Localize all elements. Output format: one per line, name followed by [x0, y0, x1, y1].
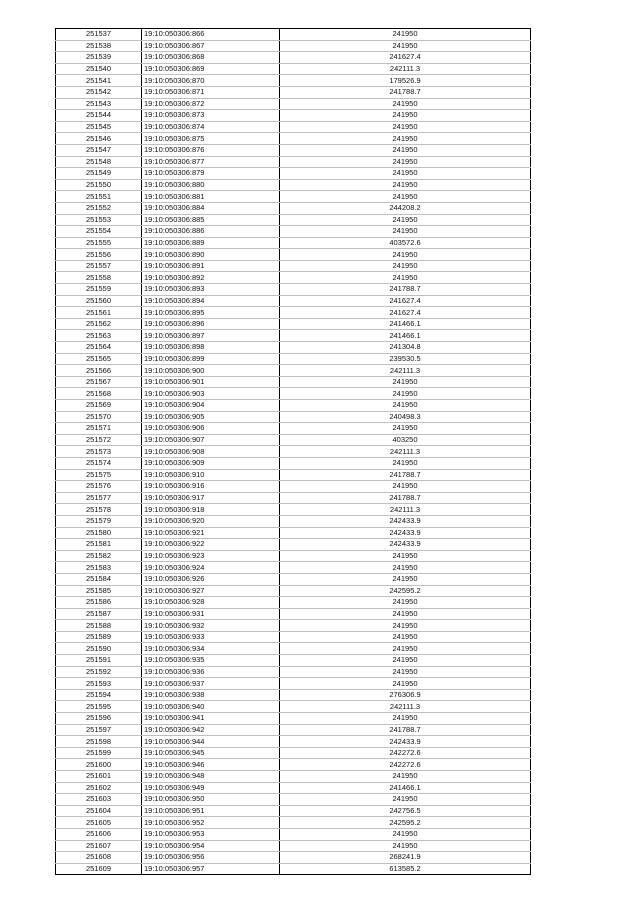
value-cell: 242111.3: [280, 63, 531, 75]
cadastral-number-cell: 19:10:050306:952: [142, 817, 280, 829]
row-number-cell: 251548: [56, 156, 142, 168]
value-cell: 241950: [280, 620, 531, 632]
row-number-cell: 251593: [56, 678, 142, 690]
cadastral-number-cell: 19:10:050306:893: [142, 284, 280, 296]
cadastral-number-cell: 19:10:050306:900: [142, 365, 280, 377]
cadastral-number-cell: 19:10:050306:874: [142, 121, 280, 133]
cadastral-number-cell: 19:10:050306:941: [142, 713, 280, 725]
value-cell: 241627.4: [280, 295, 531, 307]
table-row: [56, 400, 531, 412]
table-row: [56, 411, 531, 423]
row-number-cell: 251554: [56, 226, 142, 238]
table-row: [56, 121, 531, 133]
table-row: [56, 840, 531, 852]
value-cell: 242111.3: [280, 446, 531, 458]
value-cell: 179526.9: [280, 75, 531, 87]
table-row: [56, 52, 531, 64]
value-cell: 242433.9: [280, 527, 531, 539]
value-cell: 403572.6: [280, 237, 531, 249]
cadastral-number-cell: 19:10:050306:909: [142, 457, 280, 469]
row-number-cell: 251595: [56, 701, 142, 713]
table-row: [56, 794, 531, 806]
row-number-cell: 251538: [56, 40, 142, 52]
row-number-cell: 251582: [56, 550, 142, 562]
row-number-cell: 251545: [56, 121, 142, 133]
row-number-cell: 251571: [56, 423, 142, 435]
row-number-cell: 251608: [56, 852, 142, 864]
table-row: [56, 40, 531, 52]
table-row: [56, 585, 531, 597]
value-cell: 241466.1: [280, 318, 531, 330]
table-row: [56, 666, 531, 678]
row-number-cell: 251606: [56, 828, 142, 840]
value-cell: 241788.7: [280, 469, 531, 481]
row-number-cell: 251559: [56, 284, 142, 296]
row-number-cell: 251549: [56, 168, 142, 180]
table-row: [56, 284, 531, 296]
table-row: [56, 701, 531, 713]
table-row: [56, 759, 531, 771]
row-number-cell: 251577: [56, 492, 142, 504]
value-cell: 241950: [280, 29, 531, 41]
value-cell: 241950: [280, 423, 531, 435]
value-cell: 276306.9: [280, 689, 531, 701]
row-number-cell: 251547: [56, 144, 142, 156]
cadastral-number-cell: 19:10:050306:922: [142, 539, 280, 551]
row-number-cell: 251594: [56, 689, 142, 701]
table-row: [56, 330, 531, 342]
cadastral-number-cell: 19:10:050306:894: [142, 295, 280, 307]
cadastral-number-cell: 19:10:050306:935: [142, 655, 280, 667]
row-number-cell: 251576: [56, 481, 142, 493]
table-row: [56, 446, 531, 458]
table-row: [56, 342, 531, 354]
value-cell: 241788.7: [280, 724, 531, 736]
row-number-cell: 251605: [56, 817, 142, 829]
row-number-cell: 251596: [56, 713, 142, 725]
cadastral-number-cell: 19:10:050306:870: [142, 75, 280, 87]
table-row: [56, 597, 531, 609]
row-number-cell: 251574: [56, 457, 142, 469]
value-cell: 242111.3: [280, 365, 531, 377]
cadastral-number-cell: 19:10:050306:905: [142, 411, 280, 423]
value-cell: 241950: [280, 376, 531, 388]
row-number-cell: 251609: [56, 863, 142, 875]
row-number-cell: 251560: [56, 295, 142, 307]
cadastral-number-cell: 19:10:050306:891: [142, 260, 280, 272]
row-number-cell: 251600: [56, 759, 142, 771]
row-number-cell: 251565: [56, 353, 142, 365]
cadastral-number-cell: 19:10:050306:949: [142, 782, 280, 794]
cadastral-number-cell: 19:10:050306:880: [142, 179, 280, 191]
cadastral-number-cell: 19:10:050306:869: [142, 63, 280, 75]
table-row: [56, 376, 531, 388]
row-number-cell: 251552: [56, 202, 142, 214]
row-number-cell: 251587: [56, 608, 142, 620]
table-row: [56, 191, 531, 203]
cadastral-number-cell: 19:10:050306:879: [142, 168, 280, 180]
row-number-cell: 251607: [56, 840, 142, 852]
table-row: [56, 805, 531, 817]
table-row: [56, 573, 531, 585]
value-cell: 242111.3: [280, 701, 531, 713]
cadastral-number-cell: 19:10:050306:940: [142, 701, 280, 713]
table-row: [56, 457, 531, 469]
value-cell: 241950: [280, 828, 531, 840]
cadastral-number-cell: 19:10:050306:876: [142, 144, 280, 156]
value-cell: 241950: [280, 260, 531, 272]
row-number-cell: 251584: [56, 573, 142, 585]
table-row: [56, 353, 531, 365]
row-number-cell: 251585: [56, 585, 142, 597]
table-row: [56, 562, 531, 574]
table-row: [56, 782, 531, 794]
value-cell: 241950: [280, 156, 531, 168]
row-number-cell: 251589: [56, 631, 142, 643]
value-cell: 241950: [280, 98, 531, 110]
cadastral-number-cell: 19:10:050306:953: [142, 828, 280, 840]
value-cell: 241950: [280, 631, 531, 643]
row-number-cell: 251581: [56, 539, 142, 551]
cadastral-number-cell: 19:10:050306:926: [142, 573, 280, 585]
row-number-cell: 251556: [56, 249, 142, 261]
cadastral-number-cell: 19:10:050306:877: [142, 156, 280, 168]
cadastral-number-cell: 19:10:050306:938: [142, 689, 280, 701]
value-cell: 241950: [280, 179, 531, 191]
value-cell: 241950: [280, 40, 531, 52]
row-number-cell: 251592: [56, 666, 142, 678]
table-row: [56, 226, 531, 238]
row-number-cell: 251541: [56, 75, 142, 87]
value-cell: 241788.7: [280, 86, 531, 98]
table-row: [56, 515, 531, 527]
cadastral-number-cell: 19:10:050306:866: [142, 29, 280, 41]
row-number-cell: 251544: [56, 110, 142, 122]
table-row: [56, 504, 531, 516]
table-row: [56, 608, 531, 620]
value-cell: 241950: [280, 457, 531, 469]
row-number-cell: 251555: [56, 237, 142, 249]
row-number-cell: 251542: [56, 86, 142, 98]
row-number-cell: 251569: [56, 400, 142, 412]
table-row: [56, 63, 531, 75]
row-number-cell: 251580: [56, 527, 142, 539]
table-row: [56, 492, 531, 504]
table-row: [56, 29, 531, 41]
value-cell: 239530.5: [280, 353, 531, 365]
row-number-cell: 251583: [56, 562, 142, 574]
cadastral-number-cell: 19:10:050306:921: [142, 527, 280, 539]
value-cell: 241950: [280, 110, 531, 122]
row-number-cell: 251575: [56, 469, 142, 481]
row-number-cell: 251570: [56, 411, 142, 423]
cadastral-number-cell: 19:10:050306:889: [142, 237, 280, 249]
cadastral-number-cell: 19:10:050306:886: [142, 226, 280, 238]
table-row: [56, 771, 531, 783]
cadastral-number-cell: 19:10:050306:884: [142, 202, 280, 214]
value-cell: 241950: [280, 550, 531, 562]
value-cell: 242756.5: [280, 805, 531, 817]
data-table: [55, 28, 531, 875]
table-row: [56, 295, 531, 307]
cadastral-number-cell: 19:10:050306:956: [142, 852, 280, 864]
table-row: [56, 237, 531, 249]
cadastral-number-cell: 19:10:050306:948: [142, 771, 280, 783]
value-cell: 240498.3: [280, 411, 531, 423]
value-cell: 268241.9: [280, 852, 531, 864]
table-row: [56, 469, 531, 481]
cadastral-number-cell: 19:10:050306:910: [142, 469, 280, 481]
value-cell: 241950: [280, 562, 531, 574]
row-number-cell: 251602: [56, 782, 142, 794]
row-number-cell: 251546: [56, 133, 142, 145]
row-number-cell: 251562: [56, 318, 142, 330]
row-number-cell: 251539: [56, 52, 142, 64]
value-cell: 241950: [280, 388, 531, 400]
cadastral-number-cell: 19:10:050306:954: [142, 840, 280, 852]
cadastral-number-cell: 19:10:050306:934: [142, 643, 280, 655]
value-cell: 244208.2: [280, 202, 531, 214]
table-row: [56, 307, 531, 319]
row-number-cell: 251586: [56, 597, 142, 609]
table-row: [56, 643, 531, 655]
cadastral-number-cell: 19:10:050306:885: [142, 214, 280, 226]
value-cell: 242433.9: [280, 515, 531, 527]
cadastral-number-cell: 19:10:050306:937: [142, 678, 280, 690]
row-number-cell: 251572: [56, 434, 142, 446]
value-cell: 241950: [280, 840, 531, 852]
cadastral-number-cell: 19:10:050306:918: [142, 504, 280, 516]
value-cell: 241950: [280, 573, 531, 585]
table-row: [56, 550, 531, 562]
cadastral-number-cell: 19:10:050306:872: [142, 98, 280, 110]
value-cell: 241627.4: [280, 307, 531, 319]
value-cell: 242595.2: [280, 585, 531, 597]
row-number-cell: 251588: [56, 620, 142, 632]
value-cell: 241950: [280, 643, 531, 655]
row-number-cell: 251558: [56, 272, 142, 284]
cadastral-number-cell: 19:10:050306:908: [142, 446, 280, 458]
value-cell: 241788.7: [280, 492, 531, 504]
value-cell: 241950: [280, 168, 531, 180]
table-row: [56, 678, 531, 690]
value-cell: 241950: [280, 191, 531, 203]
value-cell: 241950: [280, 678, 531, 690]
value-cell: 241950: [280, 794, 531, 806]
table-row: [56, 620, 531, 632]
value-cell: 241950: [280, 400, 531, 412]
table-row: [56, 86, 531, 98]
cadastral-number-cell: 19:10:050306:928: [142, 597, 280, 609]
cadastral-number-cell: 19:10:050306:898: [142, 342, 280, 354]
row-number-cell: 251568: [56, 388, 142, 400]
table-row: [56, 214, 531, 226]
value-cell: 241950: [280, 713, 531, 725]
value-cell: 241950: [280, 144, 531, 156]
table-row: [56, 144, 531, 156]
table-row: [56, 434, 531, 446]
table-row: [56, 260, 531, 272]
value-cell: 241950: [280, 133, 531, 145]
table-row: [56, 388, 531, 400]
row-number-cell: 251557: [56, 260, 142, 272]
cadastral-number-cell: 19:10:050306:924: [142, 562, 280, 574]
row-number-cell: 251543: [56, 98, 142, 110]
cadastral-number-cell: 19:10:050306:875: [142, 133, 280, 145]
row-number-cell: 251603: [56, 794, 142, 806]
row-number-cell: 251537: [56, 29, 142, 41]
table-row: [56, 156, 531, 168]
table-row: [56, 817, 531, 829]
cadastral-number-cell: 19:10:050306:901: [142, 376, 280, 388]
row-number-cell: 251553: [56, 214, 142, 226]
cadastral-number-cell: 19:10:050306:892: [142, 272, 280, 284]
cadastral-number-cell: 19:10:050306:951: [142, 805, 280, 817]
value-cell: 241466.1: [280, 782, 531, 794]
row-number-cell: 251567: [56, 376, 142, 388]
cadastral-number-cell: 19:10:050306:899: [142, 353, 280, 365]
row-number-cell: 251564: [56, 342, 142, 354]
cadastral-number-cell: 19:10:050306:867: [142, 40, 280, 52]
table-row: [56, 655, 531, 667]
row-number-cell: 251573: [56, 446, 142, 458]
row-number-cell: 251599: [56, 747, 142, 759]
row-number-cell: 251566: [56, 365, 142, 377]
table-row: [56, 724, 531, 736]
value-cell: 242595.2: [280, 817, 531, 829]
table-row: [56, 481, 531, 493]
cadastral-number-cell: 19:10:050306:907: [142, 434, 280, 446]
value-cell: 241950: [280, 597, 531, 609]
cadastral-number-cell: 19:10:050306:933: [142, 631, 280, 643]
value-cell: 241627.4: [280, 52, 531, 64]
value-cell: 241788.7: [280, 284, 531, 296]
cadastral-number-cell: 19:10:050306:957: [142, 863, 280, 875]
cadastral-number-cell: 19:10:050306:873: [142, 110, 280, 122]
table-body: [56, 29, 531, 875]
table-row: [56, 318, 531, 330]
table-row: [56, 863, 531, 875]
cadastral-number-cell: 19:10:050306:916: [142, 481, 280, 493]
cadastral-number-cell: 19:10:050306:890: [142, 249, 280, 261]
table-row: [56, 202, 531, 214]
value-cell: 241950: [280, 226, 531, 238]
value-cell: 403250: [280, 434, 531, 446]
table-row: [56, 689, 531, 701]
cadastral-number-cell: 19:10:050306:942: [142, 724, 280, 736]
table-row: [56, 852, 531, 864]
table-row: [56, 75, 531, 87]
table-row: [56, 168, 531, 180]
table-row: [56, 365, 531, 377]
cadastral-number-cell: 19:10:050306:931: [142, 608, 280, 620]
value-cell: 613585.2: [280, 863, 531, 875]
row-number-cell: 251601: [56, 771, 142, 783]
table-row: [56, 272, 531, 284]
cadastral-number-cell: 19:10:050306:897: [142, 330, 280, 342]
row-number-cell: 251597: [56, 724, 142, 736]
row-number-cell: 251590: [56, 643, 142, 655]
value-cell: 241950: [280, 272, 531, 284]
cadastral-number-cell: 19:10:050306:871: [142, 86, 280, 98]
row-number-cell: 251591: [56, 655, 142, 667]
value-cell: 241304.8: [280, 342, 531, 354]
cadastral-number-cell: 19:10:050306:917: [142, 492, 280, 504]
cadastral-number-cell: 19:10:050306:868: [142, 52, 280, 64]
table-row: [56, 631, 531, 643]
cadastral-number-cell: 19:10:050306:945: [142, 747, 280, 759]
table-row: [56, 133, 531, 145]
cadastral-number-cell: 19:10:050306:936: [142, 666, 280, 678]
table-row: [56, 98, 531, 110]
cadastral-number-cell: 19:10:050306:903: [142, 388, 280, 400]
row-number-cell: 251550: [56, 179, 142, 191]
cadastral-number-cell: 19:10:050306:881: [142, 191, 280, 203]
row-number-cell: 251551: [56, 191, 142, 203]
table-row: [56, 828, 531, 840]
cadastral-number-cell: 19:10:050306:950: [142, 794, 280, 806]
cadastral-number-cell: 19:10:050306:920: [142, 515, 280, 527]
table-row: [56, 736, 531, 748]
table-row: [56, 110, 531, 122]
table-row: [56, 179, 531, 191]
table-row: [56, 527, 531, 539]
cadastral-number-cell: 19:10:050306:896: [142, 318, 280, 330]
table-row: [56, 423, 531, 435]
row-number-cell: 251598: [56, 736, 142, 748]
value-cell: 241466.1: [280, 330, 531, 342]
row-number-cell: 251604: [56, 805, 142, 817]
row-number-cell: 251578: [56, 504, 142, 516]
row-number-cell: 251579: [56, 515, 142, 527]
cadastral-number-cell: 19:10:050306:904: [142, 400, 280, 412]
value-cell: 241950: [280, 249, 531, 261]
value-cell: 241950: [280, 655, 531, 667]
value-cell: 242433.9: [280, 539, 531, 551]
table-row: [56, 713, 531, 725]
row-number-cell: 251540: [56, 63, 142, 75]
table-row: [56, 747, 531, 759]
value-cell: 242111.3: [280, 504, 531, 516]
cadastral-number-cell: 19:10:050306:946: [142, 759, 280, 771]
cadastral-number-cell: 19:10:050306:932: [142, 620, 280, 632]
cadastral-number-cell: 19:10:050306:906: [142, 423, 280, 435]
value-cell: 241950: [280, 121, 531, 133]
row-number-cell: 251561: [56, 307, 142, 319]
cadastral-number-cell: 19:10:050306:895: [142, 307, 280, 319]
cadastral-number-cell: 19:10:050306:923: [142, 550, 280, 562]
value-cell: 241950: [280, 214, 531, 226]
value-cell: 241950: [280, 666, 531, 678]
cadastral-number-cell: 19:10:050306:944: [142, 736, 280, 748]
value-cell: 241950: [280, 481, 531, 493]
value-cell: 242272.6: [280, 747, 531, 759]
value-cell: 241950: [280, 608, 531, 620]
value-cell: 242272.6: [280, 759, 531, 771]
row-number-cell: 251563: [56, 330, 142, 342]
value-cell: 241950: [280, 771, 531, 783]
table-row: [56, 539, 531, 551]
value-cell: 242433.9: [280, 736, 531, 748]
table-row: [56, 249, 531, 261]
cadastral-number-cell: 19:10:050306:927: [142, 585, 280, 597]
